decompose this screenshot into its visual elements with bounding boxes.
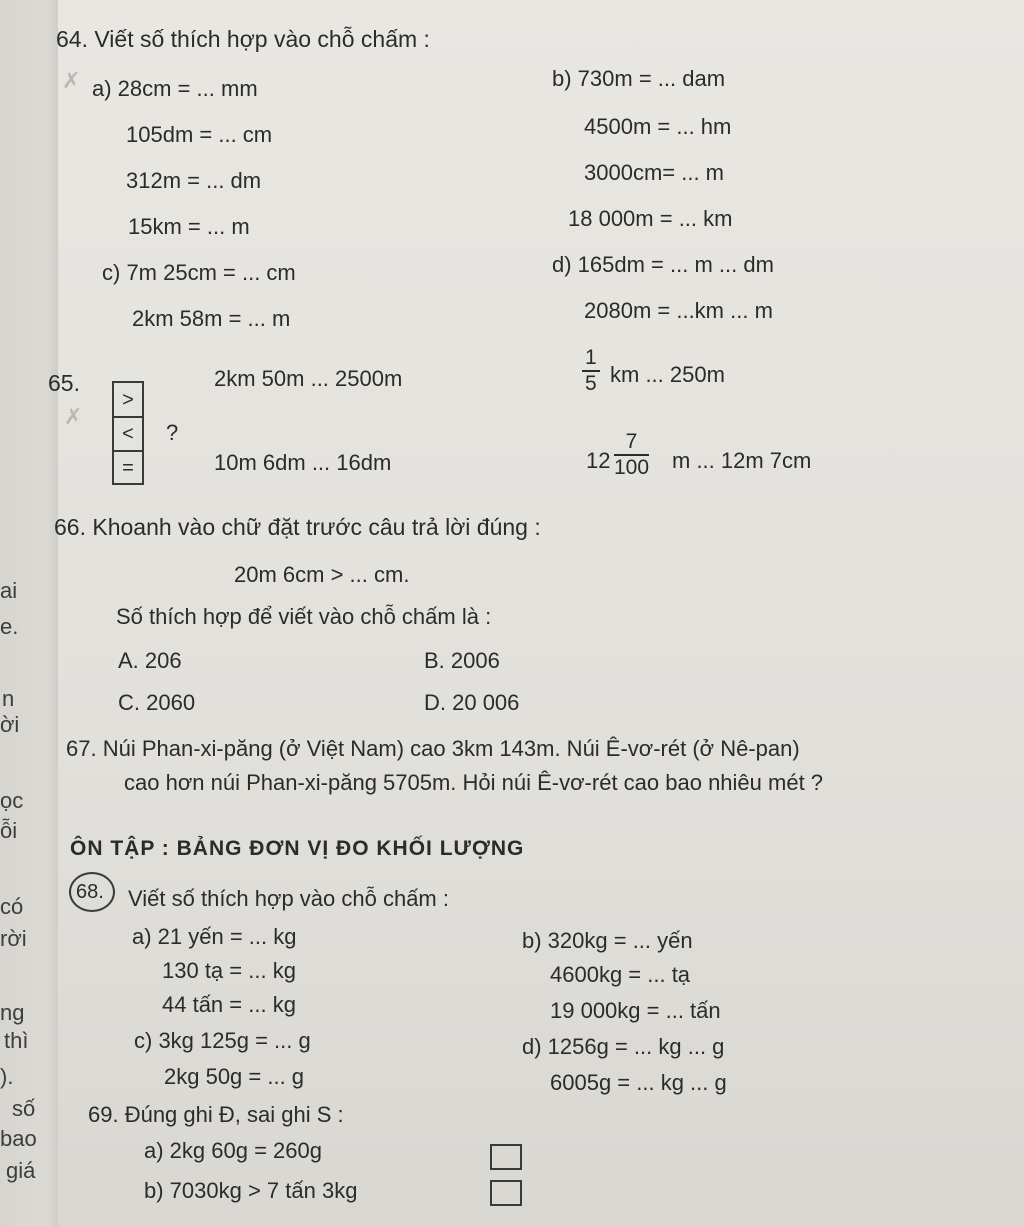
ex64-b-line: b) 730m = ... dam xyxy=(552,66,726,91)
ex68-c-line: c) 3kg 125g = ... g xyxy=(134,1028,311,1053)
ex68-d-line: d) 1256g = ... kg ... g xyxy=(522,1034,725,1059)
ex68-b-line: 19 000kg = ... tấn xyxy=(550,998,721,1023)
fraction-denominator: 5 xyxy=(585,372,597,395)
fraction-numerator: 7 xyxy=(614,430,649,456)
ex64-a-line: a) 28cm = ... mm xyxy=(92,76,258,101)
fraction-one-fifth xyxy=(582,346,600,396)
greater-than-symbol: > xyxy=(122,389,134,411)
ex66-title: 66. Khoanh vào chữ đặt trước câu trả lời đúng : xyxy=(54,514,541,540)
ex68-d-line: 6005g = ... kg ... g xyxy=(550,1070,727,1095)
answer-checkbox[interactable] xyxy=(490,1144,522,1170)
margin-fragment: ai xyxy=(0,578,18,603)
box-divider xyxy=(114,416,142,418)
ex66-prompt: Số thích hợp để viết vào chỗ chấm là : xyxy=(116,604,492,629)
ex68-title: Viết số thích hợp vào chỗ chấm : xyxy=(128,886,449,911)
ex64-d-line: 2080m = ...km ... m xyxy=(584,298,773,323)
ex64-b-line: 3000cm= ... m xyxy=(584,160,725,185)
margin-fragment: n xyxy=(2,686,15,711)
margin-fragment: bao xyxy=(0,1126,37,1151)
equals-symbol: = xyxy=(122,457,134,479)
ex67-line: 67. Núi Phan-xi-păng (ở Việt Nam) cao 3km 143m. Núi Ê-vơ-rét (ở Nê-pan) xyxy=(66,736,800,761)
ex65-row2-right: m ... 12m 7cm xyxy=(672,448,812,473)
ex69-title: 69. Đúng ghi Đ, sai ghi S : xyxy=(88,1102,344,1127)
ex64-a-line: 105dm = ... cm xyxy=(126,122,273,147)
ex68-number: 68. xyxy=(76,881,104,903)
pencil-mark: ✗ xyxy=(62,68,81,93)
ex64-a-line: 15km = ... m xyxy=(128,214,250,239)
ex64-title: 64. Viết số thích hợp vào chỗ chấm : xyxy=(56,26,430,52)
ex64-b-line: 4500m = ... hm xyxy=(584,114,732,139)
margin-fragment: ng xyxy=(0,1000,25,1025)
mixed-number-whole: 12 xyxy=(586,448,611,473)
ex65-row2-left: 10m 6dm ... 16dm xyxy=(214,450,392,475)
margin-fragment: e. xyxy=(0,614,19,639)
margin-fragment: giá xyxy=(6,1158,36,1183)
ex64-c-line: 2km 58m = ... m xyxy=(132,306,291,331)
margin-fragment: ời xyxy=(0,712,20,737)
box-divider xyxy=(114,450,142,452)
ex68-b-line: b) 320kg = ... yến xyxy=(522,928,693,953)
margin-fragment: số xyxy=(12,1096,36,1121)
ex68-a-line: a) 21 yến = ... kg xyxy=(132,924,297,949)
ex64-d-line: d) 165dm = ... m ... dm xyxy=(552,252,774,277)
ex65-number: 65. xyxy=(48,370,80,396)
fraction-seven-hundredths xyxy=(614,430,649,480)
answer-option: D. 20 006 xyxy=(424,690,520,715)
answer-checkbox[interactable] xyxy=(490,1180,522,1206)
ex68-a-line: 44 tấn = ... kg xyxy=(162,992,296,1017)
margin-fragment: có xyxy=(0,894,24,919)
ex68-c-line: 2kg 50g = ... g xyxy=(164,1064,305,1089)
ex65-row1-left: 2km 50m ... 2500m xyxy=(214,366,403,391)
ex65-row1-right: km ... 250m xyxy=(610,362,725,387)
margin-fragment: thì xyxy=(4,1028,29,1053)
comparison-symbol-box xyxy=(112,381,144,485)
section-heading: ÔN TẬP : BẢNG ĐƠN VỊ ĐO KHỐI LƯỢNG xyxy=(70,837,525,860)
answer-option: B. 2006 xyxy=(424,648,500,673)
ex67-line: cao hơn núi Phan-xi-păng 5705m. Hỏi núi Ê-vơ-rét cao bao nhiêu mét ? xyxy=(124,770,824,795)
ex68-b-line: 4600kg = ... tạ xyxy=(550,962,691,987)
pencil-mark: ✗ xyxy=(64,404,83,429)
answer-option: A. 206 xyxy=(118,648,182,673)
answer-option: C. 2060 xyxy=(118,690,196,715)
ex64-a-line: 312m = ... dm xyxy=(126,168,262,193)
margin-fragment: ). xyxy=(0,1064,14,1089)
margin-fragment: rời xyxy=(0,926,27,951)
fraction-denominator: 100 xyxy=(614,456,650,479)
ex64-b-line: 18 000m = ... km xyxy=(568,206,733,231)
fraction-numerator: 1 xyxy=(582,346,600,372)
ex69-item: b) 7030kg > 7 tấn 3kg xyxy=(144,1178,358,1203)
margin-fragment: ỗi xyxy=(0,818,18,843)
margin-fragment: ọc xyxy=(0,788,24,813)
ex64-c-line: c) 7m 25cm = ... cm xyxy=(102,260,296,285)
ex68-a-line: 130 tạ = ... kg xyxy=(162,958,296,983)
less-than-symbol: < xyxy=(122,423,134,445)
ex66-expression: 20m 6cm > ... cm. xyxy=(234,562,410,587)
question-mark: ? xyxy=(166,420,179,445)
ex69-item: a) 2kg 60g = 260g xyxy=(144,1138,322,1163)
